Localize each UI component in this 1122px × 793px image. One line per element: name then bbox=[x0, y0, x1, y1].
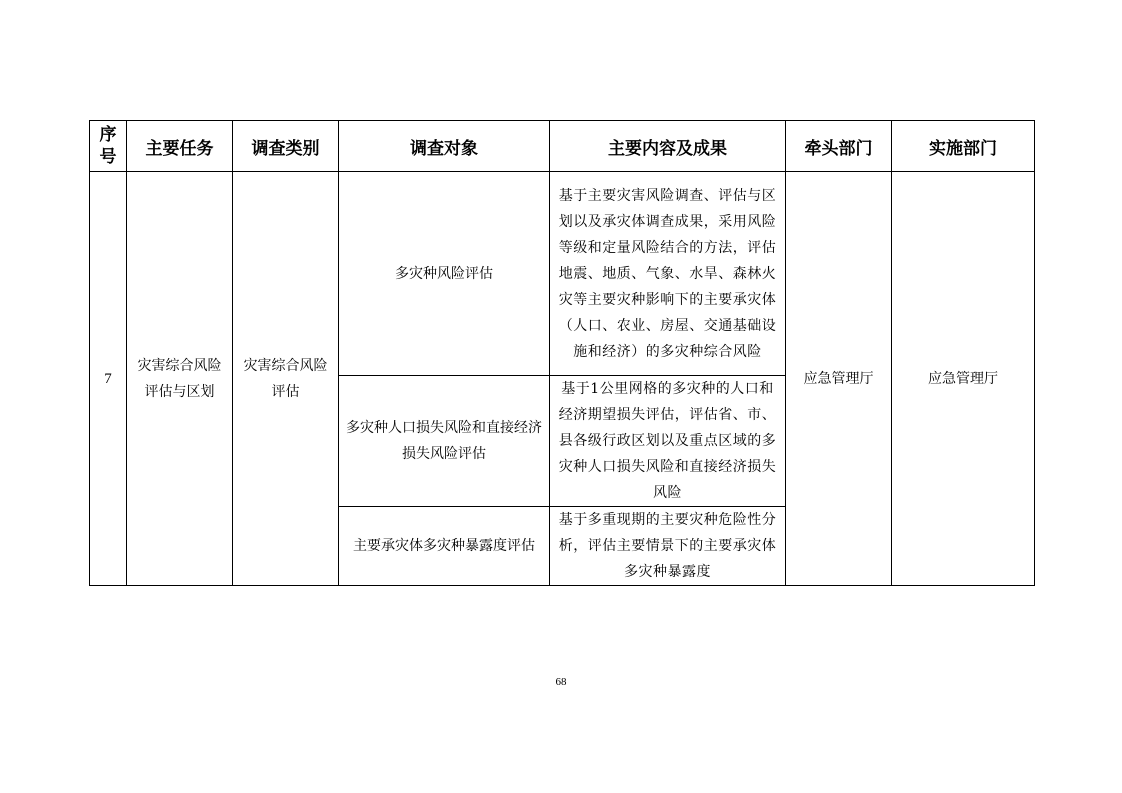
table-row bbox=[90, 172, 1035, 376]
cell-target-3-text: 主要承灾体多灾种暴露度评估 bbox=[353, 538, 535, 554]
header-target: 调查对象 bbox=[339, 121, 550, 172]
header-lead-dept: 牵头部门 bbox=[786, 121, 892, 172]
cell-impl-dept: 应急管理厅 bbox=[892, 172, 1035, 586]
page-number: 68 bbox=[555, 676, 567, 688]
cell-content-3-text: 基于多重现期的主要灾种危险性分析，评估主要情景下的主要承灾体多灾种暴露度 bbox=[558, 512, 777, 580]
header-task: 主要任务 bbox=[127, 121, 233, 172]
header-content: 主要内容及成果 bbox=[550, 121, 786, 172]
cell-category bbox=[233, 172, 339, 586]
cell-content-1-text: 基于主要灾害风险调查、评估与区划以及承灾体调查成果，采用风险等级和定量风险结合的方法，评估地震、地质、气象、水旱、森林火灾等主要灾种影响下的主要承灾体（人口、农业、房屋、交通基础设施和经济）的多灾种综合风险 bbox=[558, 187, 777, 360]
header-seq-text: 序号 bbox=[99, 125, 117, 167]
header-category: 调查类别 bbox=[233, 121, 339, 172]
cell-content-2 bbox=[550, 376, 786, 507]
cell-target-2-text: 多灾种人口损失风险和直接经济损失风险评估 bbox=[346, 420, 542, 462]
cell-target-1: 多灾种风险评估 bbox=[339, 172, 550, 376]
task-table bbox=[89, 120, 1035, 586]
cell-lead-dept: 应急管理厅 bbox=[786, 172, 892, 586]
header-impl-dept: 实施部门 bbox=[892, 121, 1035, 172]
cell-category-text: 灾害综合风险评估 bbox=[243, 357, 328, 400]
cell-seq: 7 bbox=[90, 172, 127, 586]
header-seq bbox=[90, 121, 127, 172]
cell-target-3 bbox=[339, 507, 550, 586]
header-row bbox=[90, 121, 1035, 172]
cell-content-2-text: 基于1公里网格的多灾种的人口和经济期望损失评估，评估省、市、县各级行政区划以及重点区域的多灾种人口损失风险和直接经济损失风险 bbox=[558, 381, 777, 501]
cell-target-2 bbox=[339, 376, 550, 507]
cell-content-1 bbox=[550, 172, 786, 376]
cell-task bbox=[127, 172, 233, 586]
cell-content-3 bbox=[550, 507, 786, 586]
cell-task-text: 灾害综合风险评估与区划 bbox=[137, 357, 222, 400]
